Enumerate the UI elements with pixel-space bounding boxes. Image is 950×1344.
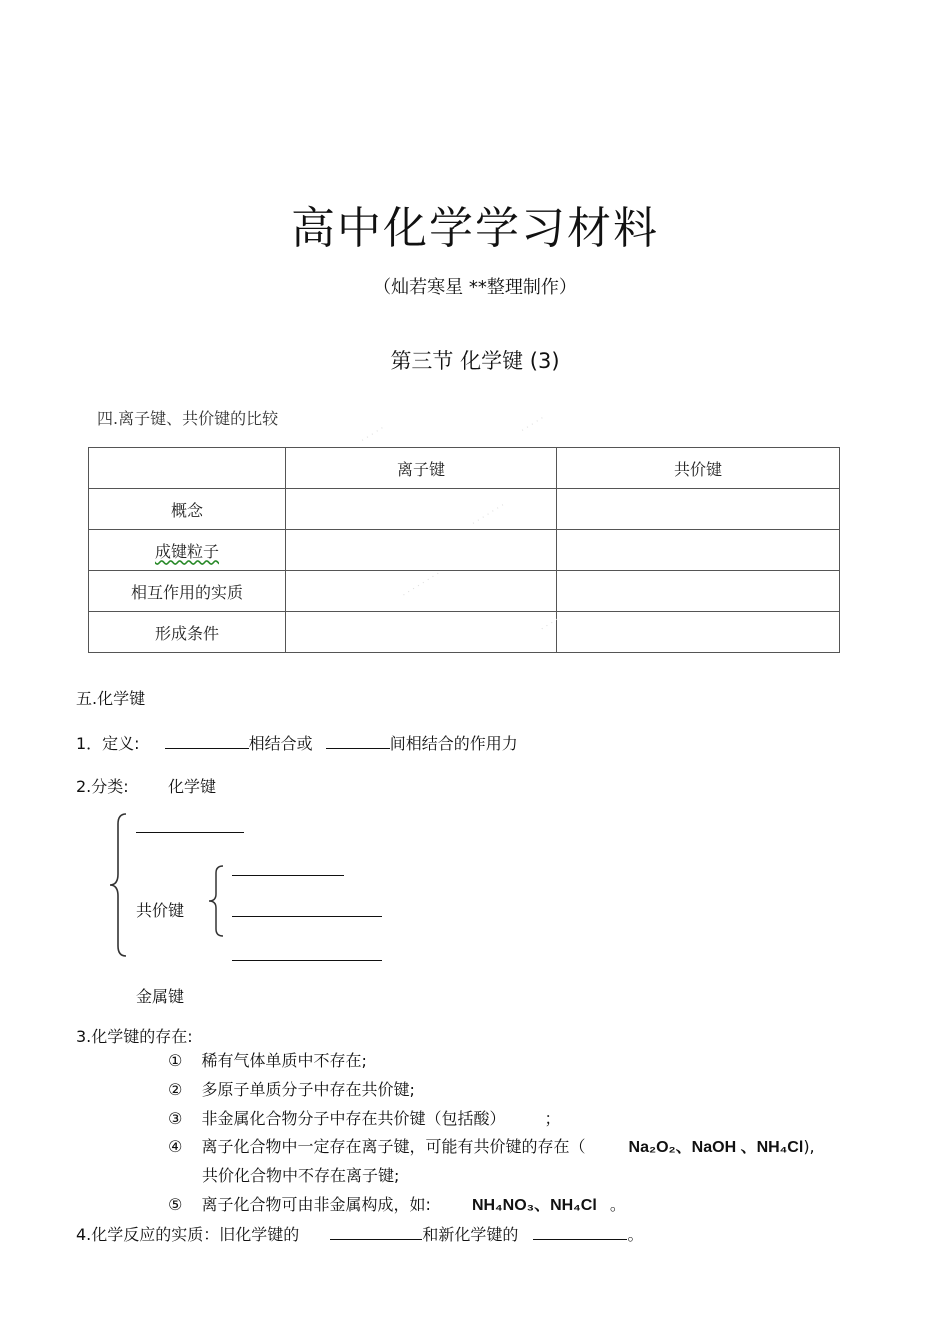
item-tail: ), [803,1137,815,1156]
list-item [168,1106,561,1129]
table-cell [286,530,557,571]
row-label: 成键粒子 [154,541,219,561]
table-heading: 四.离子键、共价键的比较 [97,409,279,428]
document-title: 高中化学学习材料 [291,203,659,254]
example-formulas: NH₄NO₃、NH₄Cl [471,1197,597,1214]
document-subtitle: （灿若寒星 **整理制作） [373,277,577,298]
item-text: 非金属化合物分子中存在共价键（包括酸） [201,1109,506,1128]
item-text: 稀有气体单质中不存在; [201,1051,367,1070]
table-cell [557,530,840,571]
table-row [89,571,840,612]
q1-text-b: 间相结合的作用力 [389,734,518,753]
q1-text-a: 相结合或 [248,734,313,753]
row-label: 相互作用的实质 [89,571,286,612]
q3-heading: 3.化学键的存在: [76,1027,193,1046]
table-cell [557,489,840,530]
answer-blank[interactable] [330,1225,422,1240]
table-row [89,612,840,653]
q4-text-a: 4.化学反应的实质：旧化学键的 [76,1225,300,1244]
watermark: · · · · · [519,413,547,437]
answer-blank[interactable] [165,734,249,749]
item-marker: ③ [168,1109,183,1128]
answer-line[interactable] [232,916,382,917]
item-text: 离子化合物可由非金属构成，如: [201,1195,431,1214]
q1-label: 1．定义: [76,734,140,753]
answer-blank[interactable] [326,734,390,749]
answer-blank[interactable] [533,1225,627,1240]
q2-center-label: 化学键 [168,777,217,796]
item-marker: ④ [168,1137,183,1156]
item-tail: ； [544,1109,561,1128]
answer-line[interactable] [232,960,382,961]
watermark: · · · · · [359,423,387,447]
comparison-table [88,447,840,653]
covalent-label: 共价键 [136,901,185,920]
q4-text-b: 和新化学键的 [422,1225,519,1244]
watermark: · · · · [538,615,562,635]
q4-line [76,1222,644,1245]
list-item [168,1192,626,1215]
list-item [168,1134,815,1157]
table-cell [286,489,557,530]
table-row [89,489,840,530]
table-header-cell: 共价键 [557,448,840,489]
list-item [168,1077,415,1100]
item-text: 多原子单质分子中存在共价键; [201,1080,415,1099]
item-marker: ⑤ [168,1195,183,1214]
inner-brace-icon [207,864,225,938]
watermark: · · · · · · · [470,500,508,530]
q4-tail: 。 [627,1225,644,1244]
q1-line [76,731,518,754]
table-header-cell: 离子键 [286,448,557,489]
item-marker: ① [168,1051,183,1070]
section-title: 第三节 化学键 (3) [390,349,560,373]
part5-heading: 五.化学键 [76,689,146,708]
item-continuation: 共价化合物中不存在离子键; [202,1166,400,1185]
item-marker: ② [168,1080,183,1099]
row-label: 概念 [89,489,286,530]
item-tail: 。 [609,1195,626,1214]
outer-brace-icon [108,812,128,958]
metallic-label: 金属键 [136,987,185,1006]
q2-label: 2.分类: [76,777,129,796]
table-row [89,530,840,571]
table-header-cell [89,448,286,489]
list-item [168,1048,367,1071]
answer-line[interactable] [232,875,344,876]
example-formulas: Na₂O₂、NaOH 、NH₄Cl [628,1139,804,1156]
table-cell [557,571,840,612]
table-cell [557,612,840,653]
table-header-row [89,448,840,489]
row-label: 形成条件 [89,612,286,653]
item-text: 离子化合物中一定存在离子键，可能有共价键的存在（ [201,1137,586,1156]
table-cell [286,612,557,653]
watermark: · · · · · · · · [400,569,443,601]
answer-line[interactable] [136,832,244,833]
